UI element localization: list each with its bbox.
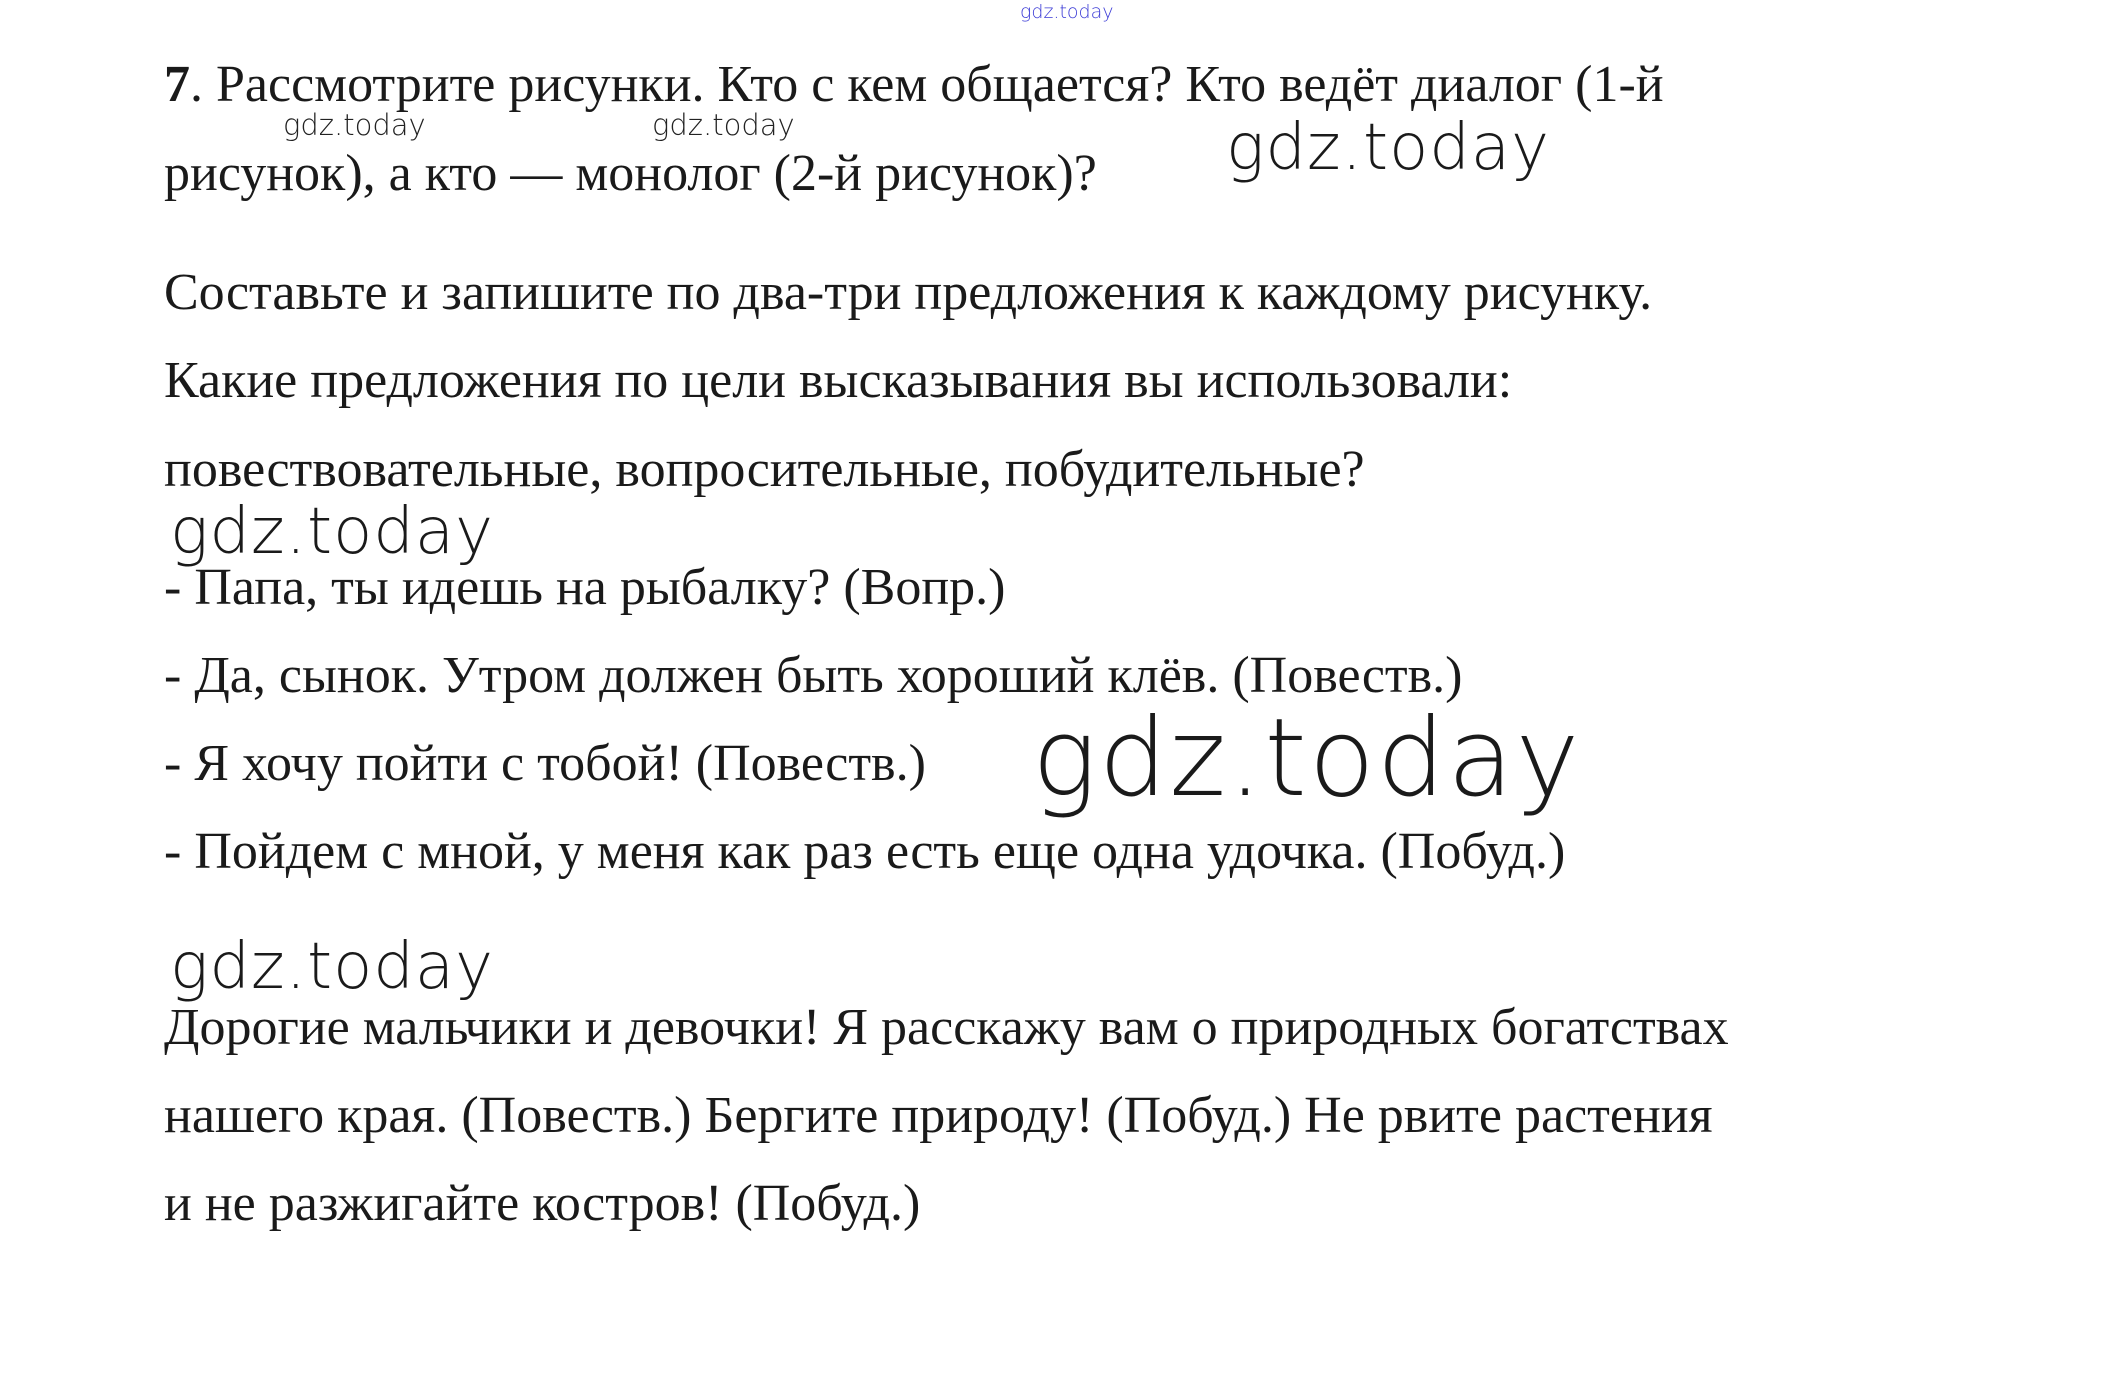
dialog-line: - Я хочу пойти с тобой! (Повеств.) xyxy=(164,735,926,792)
watermark-before-monolog: gdz.today xyxy=(170,930,494,1004)
watermark-small-1: gdz.today xyxy=(283,108,426,142)
dialog-line: - Пойдем с мной, у меня как раз есть еще одна удочка. (Побуд.) xyxy=(164,823,1566,880)
monolog-line: нашего края. (Повеств.) Бергите природу! (Побуд.) Не рвите растения xyxy=(164,1087,1713,1144)
dialog-line: - Папа, ты идешь на рыбалку? (Вопр.) xyxy=(164,559,1006,616)
monolog-line: Дорогие мальчики и девочки! Я расскажу вам о природных богатствах xyxy=(164,999,1729,1056)
watermark-after-question: gdz.today xyxy=(1226,111,1550,185)
task-line-1-text: . Рассмотрите рисунки. Кто с кем общается? Кто ведёт диалог (1-й xyxy=(190,56,1664,113)
task-line-5: повествовательные, вопросительные, побудительные? xyxy=(164,441,1365,498)
watermark-before-dialog: gdz.today xyxy=(170,495,494,569)
task-line-1 xyxy=(164,55,1664,115)
monolog-line: и не разжигайте костров! (Побуд.) xyxy=(164,1175,921,1232)
dialog-line: - Да, сынок. Утром должен быть хороший клёв. (Повеств.) xyxy=(164,647,1463,704)
watermark-small-2: gdz.today xyxy=(652,108,795,142)
task-number: 7 xyxy=(164,56,190,113)
task-line-2: рисунок), а кто — монолог (2-й рисунок)? xyxy=(164,145,1097,202)
watermark-top: gdz.today xyxy=(1020,1,1114,23)
task-line-4: Какие предложения по цели высказывания вы использовали: xyxy=(164,352,1513,409)
watermark-after-dialog-line: gdz.today xyxy=(1032,696,1582,821)
task-line-3: Составьте и запишите по два-три предложения к каждому рисунку. xyxy=(164,264,1653,321)
